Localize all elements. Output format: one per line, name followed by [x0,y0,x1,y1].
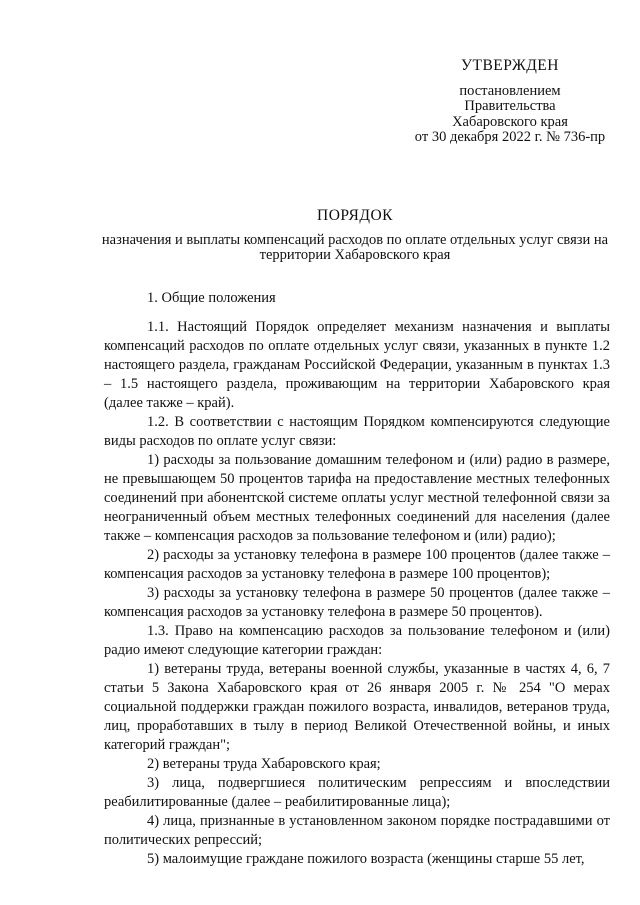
document-title: ПОРЯДОК [317,207,393,224]
document-subtitle: назначения и выплаты компенсаций расходов по оплате отдельных услуг связи на территории Хабаровского края [101,232,609,263]
document-body [104,289,610,869]
paragraph: 1) расходы за пользование домашним телефоном и (или) радио в размере, не превышающем 50 процентов тарифа на предоставление местных телефонных соединений при абонентской системе оплаты услуг местной телефонной связи за неограниченный объем местных телефонных соединений для населения (далее также – компенсация расходов за пользование телефоном и (или) радио); [104,452,610,544]
paragraph: 5) малоимущие граждане пожилого возраста (женщины старше 55 лет, [147,851,585,867]
paragraph: 1.2. В соответствии с настоящим Порядком компенсируются следующие виды расходов по оплате услуг связи: [104,414,610,449]
approval-line-3: Хабаровского края [452,113,568,130]
approval-line-1: постановлением [459,82,561,99]
section-heading: 1. Общие положения [147,290,276,306]
approval-stamp [380,58,640,146]
paragraph: 2) ветераны труда Хабаровского края; [147,756,381,772]
paragraph: 4) лица, признанные в установленном законом порядке пострадавшими от политических репрессий; [104,813,610,848]
paragraph: 1.1. Настоящий Порядок определяет механизм назначения и выплаты компенсаций расходов по оплате отдельных услуг связи, указанных в пункте 1.2 настоящего раздела, гражданам Российской Федерации, указанным в пунктах 1.3 – 1.5 настоящего раздела, проживающим на территории Хабаровского края (далее также – край). [104,319,610,411]
approval-line-2: Правительства [464,98,556,114]
paragraph: 2) расходы за установку телефона в размере 100 процентов (далее также – компенсация расходов за установку телефона в размере 100 процентов); [104,547,610,582]
paragraph: 3) расходы за установку телефона в размере 50 процентов (далее также – компенсация расходов за установку телефона в размере 50 процентов). [104,585,610,620]
paragraph: 3) лица, подвергшиеся политическим репрессиям и впоследствии реабилитированные (далее – реабилитированные лица); [104,775,610,810]
approved-heading: УТВЕРЖДЕН [461,57,559,74]
approval-date-number: от 30 декабря 2022 г. № 736-пр [414,129,606,145]
paragraph: 1.3. Право на компенсацию расходов за пользование телефоном и (или) радио имеют следующие категории граждан: [104,623,610,658]
document-title-block [80,207,630,263]
paragraph: 1) ветераны труда, ветераны военной службы, указанные в частях 4, 6, 7 статьи 5 Закона Хабаровского края от 26 января 2005 г. № 254 "О мерах социальной поддержки граждан пожилого возраста, инвалидов, ветеранов труда, лиц, проработавших в тылу в период Великой Отечественной войны, и иных категорий граждан"; [104,661,610,753]
